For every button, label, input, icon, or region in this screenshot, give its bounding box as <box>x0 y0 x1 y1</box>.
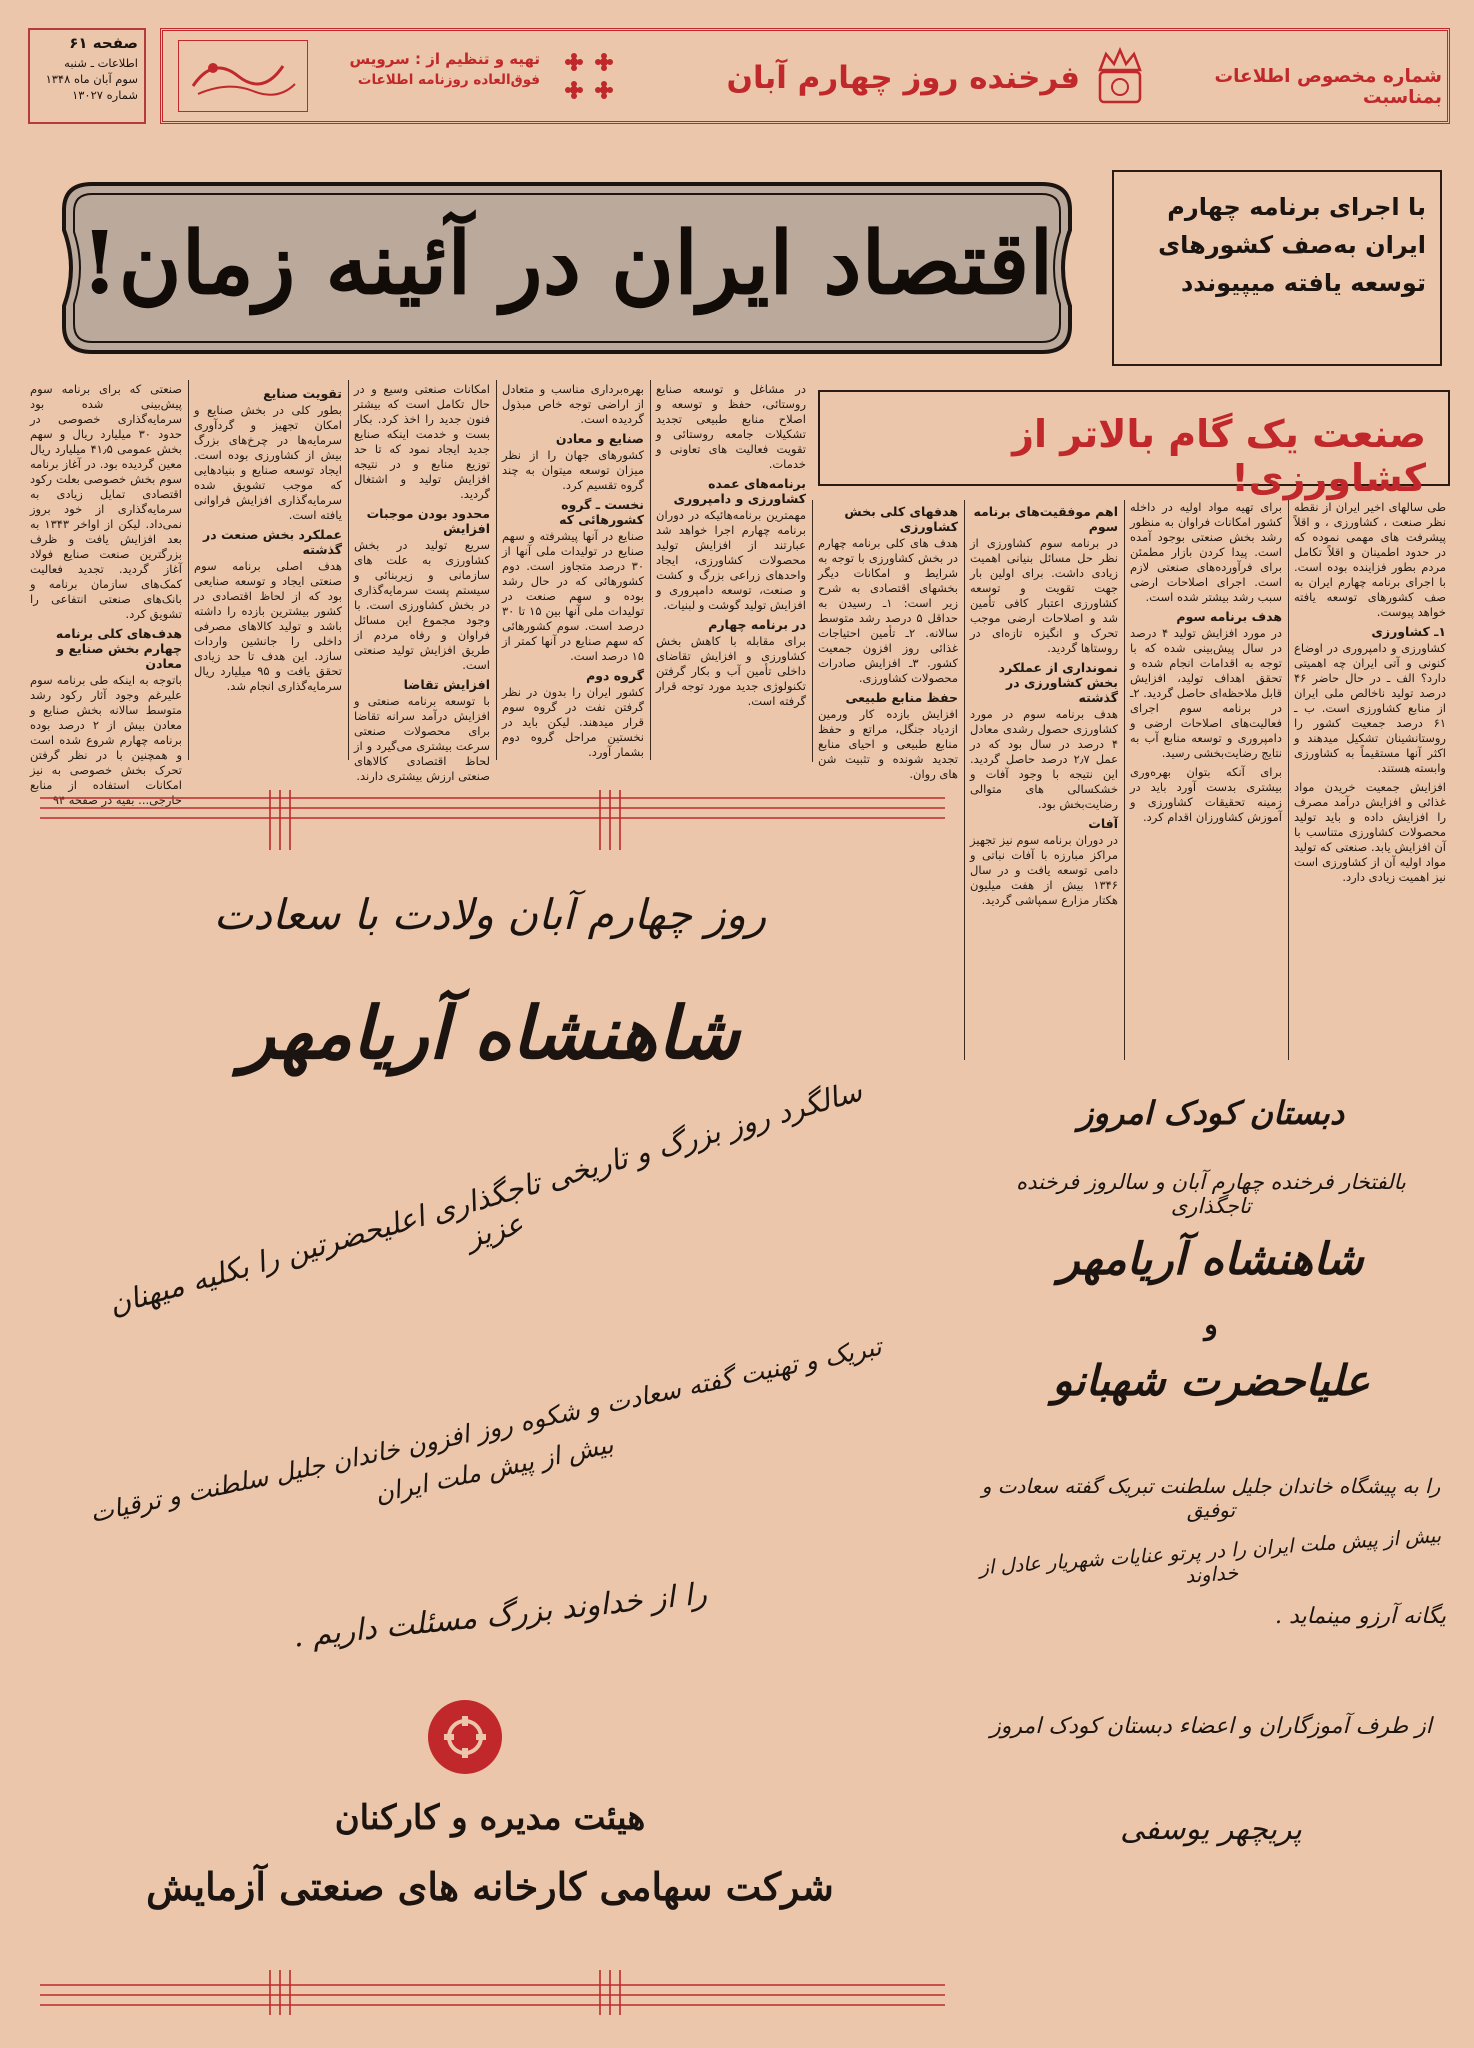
article-text: هدف برنامه سوم در مورد کشاورزی حصول رشدی معادل ۴ درصد در سال بود که در عمل ۲٫۷ درصد حاصل گردید. این نتیجه با وجود آفات و خشکسالی های متوالی رضایت‌بخش بود. <box>970 707 1118 811</box>
gear-logo-icon <box>440 1712 490 1762</box>
sub-headline: صنعت یک گام بالاتر از کشاورزی! <box>1012 412 1426 500</box>
article-column-7 <box>970 500 1118 1060</box>
main-headline-frame <box>52 170 1082 366</box>
ad-line-1: روز چهارم آبان ولادت با سعادت <box>213 890 767 939</box>
ad-line-5: را از خداوند بزرگ مسئلت داریم . <box>291 1576 709 1655</box>
dabestan-line-9: پریچهر یوسفی <box>1120 1812 1302 1847</box>
article-column-2 <box>194 382 342 760</box>
article-subheading: نخست ـ گروه کشورهائی که <box>559 497 644 527</box>
article-subheading: هدف‌های کلی برنامه چهارم بخش صنایع و معادن <box>55 626 182 671</box>
article-text: در برنامه سوم کشاورزی از نظر حل مسائل بنیانی اهمیت زیادی داشت. برای اولین بار جهت تقویت و توسعه کشاورزی اعتبار کافی تأمین شد و اصلاحات ارضی موجب تحرک و انگیزه تازه‌ای در روستاها گردید. <box>970 536 1118 655</box>
dabestan-line-3: و <box>1204 1308 1218 1341</box>
article-subheading: در برنامه چهارم <box>708 617 806 632</box>
article-subheading: ۱ـ کشاورزی <box>1371 624 1446 639</box>
article-text: صنعتی که برای برنامه سوم پیش‌بینی شده بود سرمایه‌گذاری خصوصی در حدود ۳۰ میلیارد ریال و سهم بخش عمومی ۴۱٫۵ میلیارد ریال معین گردیده بود. در آغاز برنامه سوم بخش خصوصی بعلت رکود اقتصادی تمایل زیادی به سرمایه‌گذاری از خود بروز نمی‌داد. لیکن از اواخر ۱۳۴۳ به بعد افزایش یافت و ظرف بزرگترین صنعت صنایع فولاد آغاز گردید. تجدید فعالیت کمک‌های سازمان برنامه و بانک‌های صنعتی انتفاعی را تشویق کرد. <box>30 382 183 621</box>
crown-crest-icon <box>1092 46 1148 110</box>
article-subheading: محدود بودن موجبات افزایش <box>366 506 490 536</box>
ad-signature-1: هیئت مدیره و کارکنان <box>334 1798 646 1838</box>
ettelaat-logo-icon <box>183 46 303 106</box>
article-column-3 <box>354 382 490 783</box>
dabestan-line-7: یگانه آرزو مینماید . <box>1274 1604 1446 1629</box>
article-subheading: نمونداری از عملکرد بخش کشاورزی در گذشته <box>998 660 1118 705</box>
header-left-box <box>28 28 146 124</box>
article-text: کشورهای جهان را از نظر میزان توسعه میتوان به چند گروه تقسیم کرد. <box>502 448 644 492</box>
date-line: سوم آبان ماه ۱۳۴۸ <box>45 72 138 86</box>
article-column-5 <box>656 382 806 762</box>
ad-line-4: تبریک و تهنیت گفته سعادت و شکوه روز افزون خاندان جلیل سلطنت و ترقیات بیش از پیش ملت ایران <box>87 1331 884 1529</box>
column-rule <box>964 500 965 1060</box>
article-text: سریع تولید در بخش کشاورزی به علت های سازمانی و زیربنائی و سیستم پست سرمایه‌گذاری در بخش کشاورزی است. با وجود مجموع این مسائل فراوان و رفاه مردم از طریق افزایش تولید صنعتی است. <box>354 538 490 672</box>
article-text: هدف اصلی برنامه سوم صنعتی ایجاد و توسعه صنایعی بود که از لحاظ اقتصادی در کشور بیشترین بازده را داشته باشد و تولید کالاهای مصرفی داخلی را جانشین واردات سازد. این هدف تا حد زیادی تحقق یافت و ۹۵ میلیارد ریال سرمایه‌گذاری انجام شد. <box>194 559 343 693</box>
prepared-by <box>340 50 540 88</box>
column-rule <box>1288 500 1289 1060</box>
prepared-line-1: تهیه و تنظیم از : سرویس <box>349 50 540 68</box>
article-subheading: اهم موفقیت‌های برنامه سوم <box>973 504 1118 534</box>
article-text: در مورد افزایش تولید ۴ درصد در سال پیش‌بینی شده که با توجه به اقدامات انجام شده و تحقق اهداف تولید، افزایش قابل ملاحظه‌ای حاصل گردید. ۲ـ در برنامه سوم اجرای فعالیت‌های اصلاحات ارضی و دامپروری و توسعه منابع آب به نتایج رضایت‌بخشی رسید. <box>1130 626 1282 760</box>
prepared-line-2: فوق‌العاده روزنامه اطلاعات <box>357 72 540 88</box>
ad-dabestan <box>976 1074 1446 2024</box>
crest <box>1092 46 1148 110</box>
article-subheading: برنامه‌های عمده کشاورزی و دامپروری <box>673 476 806 506</box>
ad-signature-2: شرکت سهامی کارخانه های صنعتی آزمایش <box>146 1864 834 1909</box>
article-column-9 <box>1294 500 1446 1060</box>
article-subheading: گروه دوم <box>586 668 644 683</box>
ad-azmayesh <box>40 790 945 2015</box>
page-label: صفحه ۶۱ <box>69 34 138 52</box>
dabestan-line-4: علیاحضرت شهبانو <box>1052 1356 1370 1405</box>
ad-line-2: شاهنشاه آریامهر <box>240 990 740 1075</box>
article-subheading: افزایش تقاضا <box>403 677 490 692</box>
side-headline-line-1: با اجرای برنامه چهارم <box>1167 193 1426 221</box>
column-rule <box>812 500 813 762</box>
article-column-4 <box>502 382 644 760</box>
issue-line: اطلاعات ـ شنبه <box>64 56 138 70</box>
article-text: در مشاغل و توسعه صنایع روستائی، حفظ و توسعه و اصلاح منابع طبیعی تجدید تشکیلات جامعه روستائی و تقویت فعالیت های تعاونی و خدمات. <box>656 382 806 471</box>
column-rule <box>1124 500 1125 1060</box>
article-text: طی سالهای اخیر ایران از نقطه نظر صنعت ، کشاورزی ، و اقلاً پیشرفت های مهمی نموده که در حدود اطمینان و اقلاً تکامل مردم بطور فزاینده بوده است. با اجرای برنامه چهارم ایران به صف کشورهای توسعه یافته خواهد پیوست. <box>1294 500 1446 619</box>
article-text: هدف های کلی برنامه چهارم در بخش کشاورزی با توجه به شرایط و امکانات دیگر بخشهای اقتصادی به شرح زیر است: ۱ـ رسیدن به حداقل ۵ درصد رشد متوسط سالانه. ۲ـ تأمین احتیاجات غذائی روز افزون جمعیت کشور. ۳ـ افزایش صادرات محصولات کشاورزی. <box>818 536 958 685</box>
article-subheading: تقویت صنایع <box>263 386 342 401</box>
ad-line-3: سالگرد روز بزرگ و تاریخی تاجگذاری اعلیحضرتین را بکلیه میهنان عزیز <box>104 1073 866 1322</box>
dabestan-line-8: از طرف آموزگاران و اعضاء دبستان کودک امروز <box>990 1714 1432 1739</box>
article-text: در دوران برنامه سوم نیز تجهیز مراکز مبارزه با آفات نباتی و دامی توسعه یافت و در سال ۱۳۴۶ بیش از هفت میلیون هکتار مزارع سمپاشی گردید. <box>970 833 1118 907</box>
article-text: بهره‌برداری مناسب و متعادل از اراضی توجه خاص مبذول گردیده است. <box>502 382 644 426</box>
article-subheading: هدفهای کلی بخش کشاورزی <box>844 504 958 534</box>
article-text: امکانات صنعتی وسیع و در حال تکامل است که بیشتر فنون جدید را اخذ کرد. بکار بست و خدمت اینکه صنایع جدید ایجاد نمود که تا حد توزیع منابع و در نتیجه افزایش تولید و اشتغال گردید. <box>354 382 490 501</box>
article-text: کشاورزی و دامپروری در اوضاع کنونی و آتی ایران چه اهمیتی دارد؟ الف ـ در حال حاضر ۴۶ درصد تولید ناخالص ملی ایران از منابع کشاورزی است. ب ـ ۶۱ درصد جمعیت کشور را روستانشینان تشکیل میدهند و اکثر آنها مستقیماً به کشاورزی وابسته هستند. <box>1294 641 1446 775</box>
flower-ornament-icon <box>554 48 624 104</box>
article-text: افزایش جمعیت خریدن مواد غذائی و افزایش درآمد مصرف را افزایش داده و باید تولید محصولات کشاورزی متناسب با آن افزایش یابد. صنعتی که تولید مواد اولیه آن از کشاورزی است نیز اهمیت زیادی دارد. <box>1294 780 1446 884</box>
header-logo <box>178 40 308 112</box>
column-rule <box>650 380 651 760</box>
column-rule <box>188 380 189 760</box>
article-text: برای آنکه بتوان بهره‌وری بیشتری بدست آورد باید در زمینه تحقیقات کشاورزی و آموزش کشاورزان اقدام کرد. <box>1130 765 1282 824</box>
article-subheading: آفات <box>1088 816 1118 831</box>
article-text: صنایع در آنها پیشرفته و سهم صنایع در تولیدات ملی آنها از ۳۰ درصد متجاوز است. دوم کشورهائی که در حال رشد بوده و سهم صنعت در تولیدات ملی آنها بین ۱۵ تا ۳۰ درصد است. سوم کشورهائی که سهم صنایع در آنها کمتر از ۱۵ درصد است. <box>502 529 644 663</box>
article-text: برای مقابله با کاهش بخش کشاورزی و افزایش تقاضای داخلی تأمین آب و بکار گرفتن تکنولوژی جدید مورد توجه قرار گرفته است. <box>656 634 806 708</box>
article-subheading: صنایع و معادن <box>555 431 644 446</box>
article-subheading: عملکرد بخش صنعت در گذشته <box>203 527 342 557</box>
side-headline-line-3: توسعه یافته میپیوندد <box>1180 269 1426 297</box>
special-issue-title: فرخنده روز چهارم آبان <box>726 60 1080 96</box>
article-text: کشور ایران را بدون در نظر گرفتن نفت در گروه سوم قرار میدهند. لیکن باید در نخستین مراحل گروه دوم بشمار آورد. <box>502 685 644 759</box>
company-logo-icon <box>428 1700 502 1774</box>
dabestan-title: دبستان کودک امروز <box>1077 1094 1345 1132</box>
main-headline: اقتصاد ایران در آئینه زمان! <box>80 213 1054 314</box>
special-issue-prefix: شماره مخصوص اطلاعات بمناسبت <box>1214 66 1442 108</box>
article-text: بطور کلی در بخش صنایع و امکان تجهیز و گردآوری سرمایه‌ها در چرخ‌های بزرگ بیش از کشاورزی بوده است. ایجاد توسعه صنایع و بنیادهایی که موجب تشویق شده سرمایه‌گذاری افزایش فراوانی یافته است. <box>194 403 342 522</box>
article-subheading: هدف برنامه سوم <box>1176 609 1282 624</box>
article-text: باتوجه به اینکه طی برنامه سوم علیرغم وجود آثار رکود رشد متوسط سالانه بخش صنایع و معادن بیش از ۲ درصد بوده برنامه چهارم شروع شده است و همچنین با در نظر گرفتن تحرک بخش خصوصی به نیز امکانات استفاده از منابع خارجی... بقیه در صفحه ۹۴ <box>30 673 183 807</box>
article-text: مهمترین برنامه‌هائیکه در دوران برنامه چهارم اجرا خواهد شد عبارتند از افزایش تولید محصولات کشاورزی، ایجاد واحدهای زراعی بزرگ و کشت و صنعت، توسعه دامپروری و افزایش تولید گوشت و لبنیات. <box>656 508 806 612</box>
flower-ornaments <box>554 48 624 104</box>
article-text: برای تهیه مواد اولیه در داخله کشور امکانات فراوان به منظور رشد بخش صنعتی بوجود آمده است. پیدا کردن بازار مطمئن برای فرآورده‌های صنعتی لازم است. اجرای اصلاحات ارضی سبب رشد بیشتر شده است. <box>1130 500 1282 604</box>
dabestan-line-1: بالفتخار فرخنده چهارم آبان و سالروز فرخنده تاجگذاری <box>1016 1170 1406 1218</box>
dabestan-line-6: بیش از پیش ملت ایران را در پرتو عنایات شهریار عادل از خداوند <box>978 1523 1442 1588</box>
sub-headline-box <box>818 390 1450 500</box>
article-column-1 <box>30 382 183 807</box>
article-subheading: حفظ منابع طبیعی <box>845 690 958 705</box>
column-rule <box>348 380 349 760</box>
dabestan-line-5: را به پیشگاه خاندان جلیل سلطنت تبریک گفته سعادت و توفیق <box>981 1474 1441 1522</box>
article-column-8 <box>1130 500 1282 1060</box>
number-line: شماره ۱۳۰۲۷ <box>72 88 138 102</box>
side-headline-box <box>1112 170 1442 366</box>
dabestan-line-2: شاهنشاه آریامهر <box>1058 1234 1364 1285</box>
column-rule <box>496 380 497 760</box>
article-text: با توسعه برنامه صنعتی و افزایش درآمد سرانه تقاضا برای محصولات صنعتی سرعت بیشتری می‌گیرد و از لحاظ اقتصادی کالاهای صنعتی ارزش بیشتری دارند. <box>354 694 490 783</box>
article-column-6 <box>818 500 958 781</box>
article-text: افزایش بازده کار ورمین ازدیاد جنگل، مراتع و حفظ منابع طبیعی و احیای منابع تجدید شونده و تثبیت شن های روان. <box>818 707 958 781</box>
side-headline-line-2: ایران به‌صف کشورهای <box>1158 231 1426 259</box>
